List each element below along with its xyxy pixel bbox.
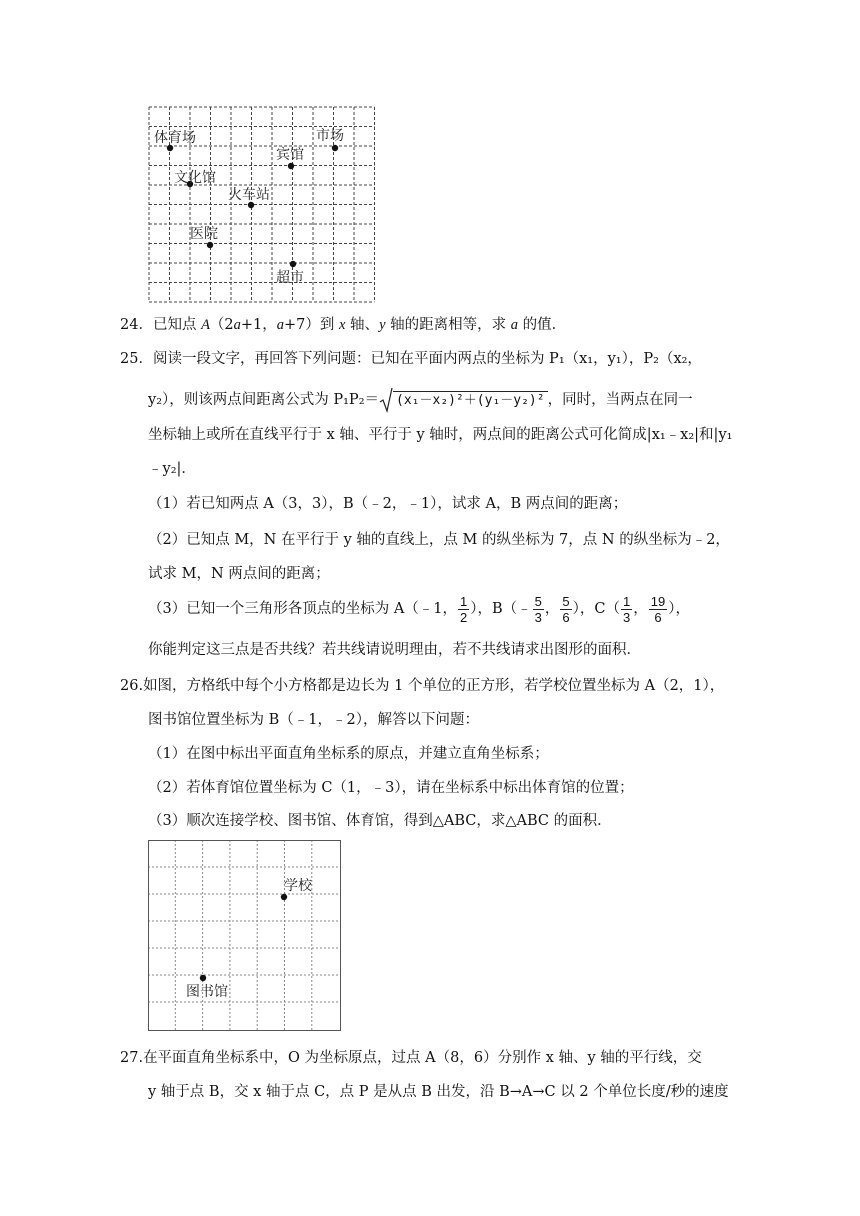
q26-text: 如图，方格纸中每个小方格都是边长为 1 个单位的正方形，若学校位置坐标为 A（2，1）， [143, 678, 725, 694]
question-25-part-3b [148, 640, 641, 660]
supermarket-point [290, 261, 296, 267]
q24-var: x [339, 317, 346, 333]
question-number: 25． [120, 351, 153, 367]
map-label-culture-center: 文化馆 [174, 170, 216, 186]
question-25-line-2 [148, 387, 693, 413]
q24-text: 轴、 [345, 317, 380, 333]
question-26-part-2 [148, 778, 634, 798]
fraction [621, 594, 632, 625]
question-25-part-2b [148, 564, 330, 584]
map-label-market: 市场 [316, 128, 344, 144]
map-label-library: 图书馆 [186, 984, 228, 1000]
denominator: 6 [562, 609, 570, 625]
q26-text: 图书馆位置坐标为 B（﹣1，﹣2），解答以下问题： [148, 712, 479, 728]
question-26-part-3 [148, 811, 612, 831]
q24-text: 已知点 [152, 317, 202, 333]
q24-text: +1， [240, 317, 277, 333]
question-24 [120, 315, 566, 335]
q24-var: A [201, 317, 210, 333]
q25-part: 你能判定这三点是否共线？若共线请说明理由，若不共线请求出图形的面积． [148, 642, 641, 658]
q26-part: （2）若体育馆位置坐标为 C（1，﹣3），请在坐标系中标出体育馆的位置； [148, 780, 634, 796]
city-map-grid [148, 106, 378, 304]
q25-part: （2）已知点 M，N 在平行于 y 轴的直线上，点 M 的纵坐标为 7，点 N 的纵坐标为﹣2， [148, 532, 730, 548]
denominator: 3 [534, 609, 542, 625]
q24-text: +7）到 [284, 317, 340, 333]
question-number: 24． [120, 317, 153, 333]
denominator: 3 [623, 609, 631, 625]
library-point [200, 975, 206, 981]
q24-var: y [379, 317, 386, 333]
q25-part: （1）若已知两点 A（3，3），B（﹣2，﹣1），试求 A，B 两点间的距离； [148, 496, 628, 512]
market-point [332, 145, 338, 151]
numerator: 1 [460, 593, 468, 609]
question-26-line-2 [148, 710, 479, 730]
denominator: 2 [460, 609, 468, 625]
distance-formula [379, 387, 548, 413]
q25-part: 试求 M，N 两点间的距离； [148, 566, 330, 582]
q25-part: ），C（ [572, 601, 620, 617]
question-26-part-1 [148, 744, 549, 764]
numerator: 5 [534, 593, 542, 609]
q25-part: （3）已知一个三角形各顶点的坐标为 A（﹣1， [148, 601, 458, 617]
map-label-train-station: 火车站 [228, 187, 270, 203]
numerator: 5 [562, 593, 570, 609]
hotel-point [288, 163, 294, 169]
map-label-supermarket: 超市 [276, 270, 304, 286]
map-label-hotel: 宾馆 [276, 147, 304, 163]
q24-text: 轴的距离相等，求 [385, 317, 511, 333]
q25-text: 坐标轴上或所在直线平行于 x 轴、平行于 y 轴时，两点间的距离公式可化简成|x₁﹣x₂|和|y₁ [148, 427, 733, 443]
numerator: 19 [650, 593, 666, 609]
denominator: 6 [654, 609, 662, 625]
school-map-grid [148, 840, 342, 1032]
fraction [560, 594, 571, 625]
map-label-stadium: 体育场 [154, 130, 196, 146]
question-25-line-3 [148, 425, 732, 445]
q27-text: y 轴于点 B，交 x 轴于点 C，点 P 是从点 B 出发，沿 B→A→C 以 2 个单位长度/秒的速度 [148, 1084, 729, 1100]
q25-text: y₂），则该两点间距离公式为 P₁P₂＝ [148, 392, 380, 408]
q24-text: 的值． [517, 317, 567, 333]
question-26-line-1 [120, 676, 724, 696]
question-25-line-4 [148, 459, 196, 479]
question-number: 26. [120, 678, 144, 694]
q24-var: a [276, 317, 285, 333]
question-25-part-2a [148, 530, 730, 550]
q24-var: a [233, 317, 241, 333]
map-label-hospital: 医院 [190, 226, 218, 242]
map-label-school: 学校 [284, 878, 312, 894]
question-27-line-2 [148, 1082, 729, 1102]
q25-text: 阅读一段文字，再回答下列问题：已知在平面内两点的坐标为 P₁（x₁，y₁），P₂（x₂， [152, 351, 702, 367]
question-25-part-3 [148, 592, 690, 626]
fraction [649, 594, 667, 625]
fraction [533, 594, 544, 625]
q25-part: ， [633, 601, 648, 617]
fraction [458, 594, 469, 625]
hospital-point [207, 242, 213, 248]
q25-part: ）， [668, 601, 690, 617]
formula-text: (x₁－x₂)²＋(y₁－y₂)² [393, 391, 548, 408]
q27-text: 在平面直角坐标系中，O 为坐标原点，过点 A（8，6）分别作 x 轴、y 轴的平行线，交 [143, 1050, 702, 1066]
question-25-line-1 [120, 349, 702, 369]
numerator: 1 [623, 593, 631, 609]
question-25-part-1 [148, 494, 627, 514]
question-27-line-1 [120, 1048, 702, 1068]
q24-var: a [510, 317, 518, 333]
q24-text: （2 [209, 317, 234, 333]
q25-text: ﹣y₂|． [148, 461, 196, 477]
q25-part: ），B（﹣ [470, 601, 532, 617]
school-point [281, 894, 287, 900]
q25-text: ，同时，当两点在同一 [547, 392, 693, 408]
question-number: 27. [120, 1050, 144, 1066]
q25-part: ， [544, 601, 560, 617]
sqrt-icon [379, 387, 393, 413]
q26-part: （1）在图中标出平面直角坐标系的原点，并建立直角坐标系； [148, 746, 549, 762]
q26-part: （3）顺次连接学校、图书馆、体育馆，得到△ABC，求△ABC 的面积． [148, 813, 612, 829]
